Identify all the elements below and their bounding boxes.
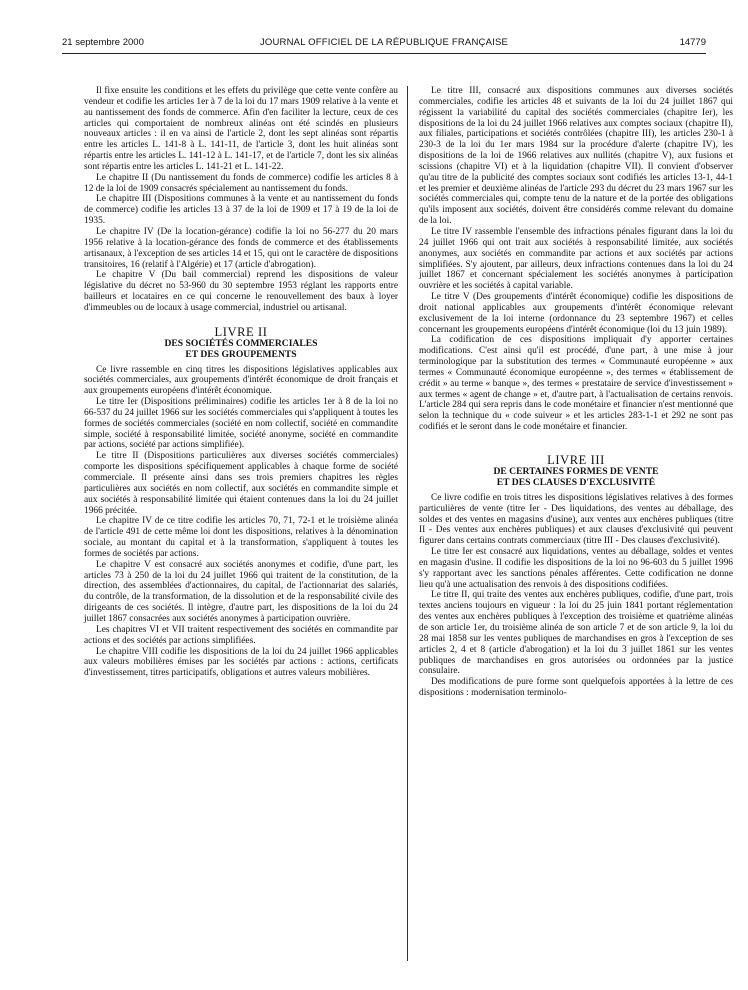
livre-2-subtitle-line-2: ET DES GROUPEMENTS	[185, 348, 297, 360]
paragraph: Le chapitre II (Du nantissement du fonds de commerce) codifie les articles 8 à 12 de la loi de 1909 consacrés spécialement au nantissement du fonds.	[84, 172, 398, 194]
paragraph: Des modifications de pure forme sont quelquefois apportées à la lettre de ces dispositions : modernisation terminolo-	[419, 677, 733, 699]
livre-3-subtitle-line-2: ET DES CLAUSES D'EXCLUSIVITÉ	[496, 476, 656, 488]
page-header	[62, 37, 706, 51]
paragraph: Il fixe ensuite les conditions et les effets du privilège que cette vente confère au vendeur et codifie les articles 1er à 7 de la loi du 17 mars 1909 relative à la vente et au nantissement des fonds de commerce. Afin d'en faciliter la lecture, ceux de ces articles qui comportaient de nombreux alinéas ont été scindés en plusieurs nouveaux articles : il en va ainsi de l'article 2, dont les sept alinéas sont répartis entre les articles L. 141-8 à L. 141-11, de l'article 3, dont les huit alinéas sont répartis entre les articles L. 141-12 à L. 141-17, et de l'article 7, dont les six alinéas sont répartis entre les articles L. 141-21 et L. 141-22.	[84, 86, 398, 172]
paragraph: Le titre II, qui traite des ventes aux enchères publiques, codifie, d'une part, trois textes anciens toujours en vigueur : la loi du 25 juin 1841 portant réglementation des ventes aux enchères publiques à l'exception des troisième et quatrième alinéas de son article 1er, du troisième alinéa de son article 7 et de son article 9, la loi du 28 mai 1858 sur les ventes publiques de marchandises en gros à l'exception de ses articles 2, 4 et 8 (article d'abrogation) et la loi du 3 juillet 1861 sur les ventes publiques de marchandises en gros autorisées ou ordonnées par la justice consulaire.	[419, 590, 733, 677]
paragraph: Les chapitres VI et VII traitent respectivement des sociétés en commandite par actions et des sociétés par actions simplifiées.	[84, 624, 398, 646]
paragraph: Le titre IV rassemble l'ensemble des infractions pénales figurant dans la loi du 24 juillet 1966 qui ont trait aux sociétés à responsabilité limitée, aux sociétés anonymes, aux sociétés en commandite par actions et aux sociétés par actions simplifiées. S'y ajoutent, par ailleurs, deux infractions contenues dans la loi du 24 juillet 1867 et concernant spécialement les sociétés anonymes à participation ouvrière et les sociétés à capital variable.	[419, 226, 733, 292]
left-column	[84, 86, 398, 679]
livre-3-subtitle-line-1: DE CERTAINES FORMES DE VENTE	[493, 465, 659, 477]
livre-2-subtitle	[84, 338, 398, 360]
paragraph: Le titre V (Des groupements d'intérêt économique) codifie les dispositions de droit national applicables aux groupements d'intérêt économique relevant exclusivement de la loi interne (ordonnance du 23 septembre 1967) et celles concernant les groupements européens d'intérêt économique (loi du 13 juin 1989).	[419, 292, 733, 335]
paragraph: Le titre Ier (Dispositions préliminaires) codifie les articles 1er à 8 de la loi no 66-537 du 24 juillet 1966 sur les sociétés commerciales qui s'appliquent à toutes les formes de sociétés commerciales (société en nom collectif, société en commandite simple, société à responsabilité limitée, société anonyme, société en commandite par actions, société par actions simplifiée).	[84, 397, 398, 451]
header-rule	[62, 53, 706, 54]
header-page-number: 14779	[679, 37, 706, 48]
livre-3-subtitle	[419, 466, 733, 488]
livre-2-heading: LIVRE II	[214, 324, 268, 339]
paragraph: Le chapitre III (Dispositions communes à la vente et au nantissement du fonds de commerce) codifie les articles 13 à 37 de la loi de 1909 et 17 à 19 de la loi de 1935.	[84, 194, 398, 227]
paragraph: Le titre III, consacré aux dispositions communes aux diverses sociétés commerciales, codifie les articles 48 et suivants de la loi du 24 juillet 1867 qui régissent la variabilité du capital des sociétés commerciales (chapitre Ier), les dispositions de la loi du 24 juillet 1966 relatives aux comptes sociaux (chapitre II), aux filiales, participations et sociétés contrôlées (chapitre III), les articles 230-1 à 230-3 de la loi du 1er mars 1984 sur la procédure d'alerte (chapitre IV), les dispositions de la loi de 1966 relatives aux nullités (chapitre V), aux fusions et scissions (chapitre VI) et à la liquidation (chapitre VII). Il convient d'observer qu'au titre de la publicité des comptes sociaux sont codifiés les articles 13-1, 44-1 et les premier et deuxième alinéas de l'article 293 du décret du 23 mars 1967 sur les sociétés commerciales qui, compte tenu de la nature et de la portée des obligations qu'ils imposent aux sociétés, doivent être considérés comme relevant du domaine de la loi.	[419, 86, 733, 227]
header-title: JOURNAL OFFICIEL DE LA RÉPUBLIQUE FRANÇAISE	[259, 37, 509, 48]
paragraph: Le titre Ier est consacré aux liquidations, ventes au déballage, soldes et ventes en magasin d'usine. Il codifie les dispositions de la loi no 96-603 du 5 juillet 1996 s'y rapportant avec les sanctions pénales afférentes. Cette codification ne donne lieu qu'à une actualisation des renvois à des dispositions codifiées.	[419, 547, 733, 590]
paragraph: Ce livre rassemble en cinq titres les dispositions législatives applicables aux sociétés commerciales, aux groupements d'intérêt économique de droit français et aux groupements européens d'intérêt économique.	[84, 364, 398, 397]
paragraph: Ce livre codifie en trois titres les dispositions législatives relatives à des formes particulières de vente (titre Ier - Des liquidations, des ventes au déballage, des soldes et des ventes en magasins d'usine), aux ventes aux enchères publiques (titre II - Des ventes aux enchères publiques) et aux clauses d'exclusivité qui peuvent figurer dans certains contrats commerciaux (titre III - Des clauses d'exclusivité).	[419, 492, 733, 547]
column-divider	[407, 86, 408, 961]
paragraph: Le chapitre VIII codifie les dispositions de la loi du 24 juillet 1966 applicables aux valeurs mobilières émises par les sociétés par actions : actions, certificats d'investissement, titres participatifs, obligations et autres valeurs mobilières.	[84, 646, 398, 679]
livre-3-heading: LIVRE III	[547, 453, 605, 467]
header-date: 21 septembre 2000	[62, 37, 144, 48]
livre-2-subtitle-line-1: DES SOCIÉTÉS COMMERCIALES	[164, 337, 318, 349]
paragraph: La codification de ces dispositions impliquait d'y apporter certaines modifications. C'est ainsi qu'il est procédé, d'une part, à une mise à jour terminologique par la substitution des termes « Communauté européenne » aux termes « Communauté économique européenne », des termes « établissement de crédit » au terme « banque », des termes « prestataire de service d'investissement » aux termes « agent de change » et, d'autre part, à l'actualisation de certains renvois. L'article 284 qui sera repris dans le code monétaire et financier n'est mentionné que selon la technique du « code suiveur » et les articles 283-1-1 et 292 ne sont pas codifiés et le seront dans le code monétaire et financier.	[419, 335, 733, 433]
paragraph: Le chapitre IV de ce titre codifie les articles 70, 71, 72-1 et le troisième alinéa de l'article 491 de cette même loi dont les dispositions, relatives à la dénomination sociale, au montant du capital et à la transformation, s'appliquent à toutes les formes de sociétés par actions.	[84, 516, 398, 559]
paragraph: Le chapitre IV (De la location-gérance) codifie la loi no 56-277 du 20 mars 1956 relative à la location-gérance des fonds de commerce et des établissements artisanaux, à l'exception de ses articles 14 et 15, qui ont le caractère de dispositions transitoires, 16 (relatif à l'Algérie) et 17 (article d'abrogation).	[84, 226, 398, 270]
paragraph: Le chapitre V est consacré aux sociétés anonymes et codifie, d'une part, les articles 73 à 250 de la loi du 24 juillet 1966 qui traitent de la constitution, de la direction, des assemblées d'actionnaires, du capital, de l'actionnariat des salariés, du contrôle, de la transformation, de la dissolution et de la responsabilité civile des dirigeants de ces sociétés. Il intègre, d'autre part, les dispositions de la loi du 24 juillet 1867 consacrées aux sociétés anonymes à participation ouvrière.	[84, 559, 398, 624]
paragraph: Le chapitre V (Du bail commercial) reprend les dispositions de valeur législative du décret no 53-960 du 30 septembre 1953 réglant les rapports entre bailleurs et locataires en ce qui concerne le renouvellement des baux à loyer d'immeubles ou de locaux à usage commercial, industriel ou artisanal.	[84, 270, 398, 313]
right-column	[419, 86, 733, 699]
paragraph: Le titre II (Dispositions particulières aux diverses sociétés commerciales) comporte les dispositions spécifiquement applicables à chaque forme de société commerciale. Il présente ainsi dans ses trois premiers chapitres les règles particulières aux sociétés en nom collectif, aux sociétés en commandite simple et aux sociétés à responsabilité limitée qui étaient contenues dans la loi du 24 juillet 1966 précitée.	[84, 451, 398, 516]
